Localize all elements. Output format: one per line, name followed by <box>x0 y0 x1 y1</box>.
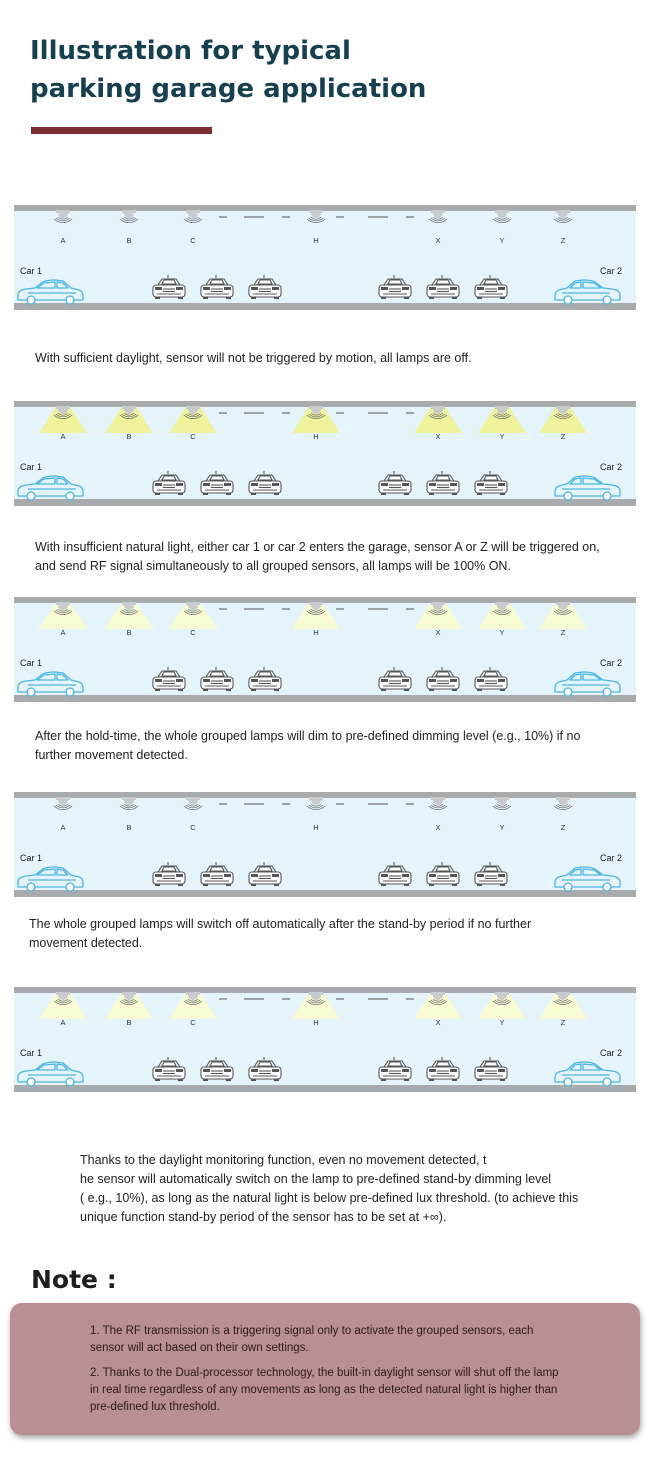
car-headlight <box>450 483 457 486</box>
car-windshield <box>484 476 498 480</box>
car-headlight <box>203 679 210 682</box>
car-wheel <box>251 1079 256 1081</box>
car-windshield <box>162 1062 176 1066</box>
car-headlight <box>155 1069 162 1072</box>
car-2-label: Car 2 <box>599 266 622 276</box>
car-windshield <box>162 476 176 480</box>
car-wheel <box>564 492 572 500</box>
car-wheel <box>500 297 505 299</box>
car-wheel <box>429 1079 434 1081</box>
car-headlight <box>429 679 436 682</box>
car-wheel <box>226 689 231 691</box>
car-windshield <box>436 867 450 871</box>
note-item-2: 2. Thanks to the Dual-processor technology, the built-in daylight sensor will shut off the lamp in real time regardless of any movements as long as the detected natural light is higher than pre-defined lux threshold. <box>90 1367 559 1413</box>
sensor-mount <box>56 406 70 409</box>
caption-line: With insufficient natural light, either car 1 or car 2 enters the garage, sensor A or Z will be triggered on, <box>35 540 600 554</box>
car-wheel <box>500 884 505 886</box>
car-wheel <box>381 884 386 886</box>
car-windshield <box>210 1062 224 1066</box>
car-headlight <box>224 483 231 486</box>
car-wheel <box>155 297 160 299</box>
note-title: Note : <box>31 1265 117 1294</box>
car-windshield <box>258 867 272 871</box>
car-windshield <box>388 867 402 871</box>
car-headlight <box>402 679 409 682</box>
car-wheel <box>381 1079 386 1081</box>
sensor-mount <box>122 797 136 800</box>
sensor-mount <box>431 992 445 995</box>
sensor-mount <box>431 210 445 213</box>
car-headlight <box>498 483 505 486</box>
car-headlight <box>251 287 258 290</box>
sensor-label: H <box>313 236 319 245</box>
car-headlight <box>402 874 409 877</box>
car-headlight <box>498 1069 505 1072</box>
sensor-mount <box>495 992 509 995</box>
car-wheel <box>564 883 572 891</box>
car-wheel <box>226 884 231 886</box>
car-headlight <box>272 287 279 290</box>
car-wheel <box>477 493 482 495</box>
car-wheel <box>155 493 160 495</box>
car-wheel <box>251 297 256 299</box>
sensor-mount <box>186 210 200 213</box>
car-wheel <box>603 296 611 304</box>
sensor-label: Y <box>499 432 505 441</box>
car-windshield <box>484 867 498 871</box>
garage-diagram <box>14 597 636 703</box>
title-line-2: parking garage application <box>30 74 427 104</box>
sensor-label: Y <box>499 1018 505 1027</box>
car-wheel <box>500 493 505 495</box>
ceiling-rail <box>14 987 636 993</box>
car-headlight <box>155 483 162 486</box>
sensor-label: B <box>126 628 132 637</box>
car-windshield <box>258 476 272 480</box>
sensor-label: Z <box>560 823 566 832</box>
car-wheel <box>251 689 256 691</box>
car-wheel <box>155 1079 160 1081</box>
sensor-mount <box>56 797 70 800</box>
caption-line: further movement detected. <box>35 748 188 762</box>
car-wheel <box>404 689 409 691</box>
car-headlight <box>381 874 388 877</box>
garage-scene-2 <box>14 401 636 507</box>
sensor-label: H <box>313 628 319 637</box>
car-wheel <box>429 689 434 691</box>
car-headlight <box>429 483 436 486</box>
sensor-label: X <box>435 236 441 245</box>
sensor-label: Y <box>499 628 505 637</box>
sensor-label: A <box>60 1018 66 1027</box>
sensor-mount <box>556 210 570 213</box>
car-headlight <box>272 679 279 682</box>
car-headlight <box>402 1069 409 1072</box>
car-wheel <box>155 689 160 691</box>
sensor-mount <box>186 602 200 605</box>
caption-line: and send RF signal simultaneously to all grouped sensors, all lamps will be 100% ON. <box>35 559 511 573</box>
car-headlight <box>251 483 258 486</box>
sensor-label: Z <box>560 236 566 245</box>
car-headlight <box>203 1069 210 1072</box>
car-headlight <box>477 679 484 682</box>
car-1-label: Car 1 <box>20 658 43 668</box>
sensor-label: H <box>313 432 319 441</box>
car-headlight <box>429 874 436 877</box>
car-wheel <box>226 493 231 495</box>
caption-line: he sensor will automatically switch on the lamp to pre-defined stand-by dimming level <box>80 1172 552 1186</box>
car-headlight <box>498 874 505 877</box>
car-headlight <box>176 483 183 486</box>
car-1-label: Car 1 <box>20 462 43 472</box>
sensor-mount <box>309 992 323 995</box>
sensor-label: C <box>190 1018 196 1027</box>
caption-line: unique function stand-by period of the sensor has to be set at +∞). <box>80 1210 447 1224</box>
sensor-mount <box>495 797 509 800</box>
garage-interior <box>14 209 636 306</box>
garage-scene-5 <box>14 987 636 1093</box>
car-windshield <box>436 476 450 480</box>
car-wheel <box>178 1079 183 1081</box>
garage-diagram <box>14 987 636 1093</box>
sensor-label: B <box>126 1018 132 1027</box>
caption-line: movement detected. <box>29 936 143 950</box>
car-headlight <box>429 287 436 290</box>
sensor-label: B <box>126 823 132 832</box>
car-headlight <box>477 483 484 486</box>
car-windshield <box>258 1062 272 1066</box>
sensor-mount <box>309 797 323 800</box>
car-wheel <box>27 1078 35 1086</box>
car-wheel <box>564 688 572 696</box>
car-headlight <box>224 874 231 877</box>
car-wheel <box>178 689 183 691</box>
car-windshield <box>484 672 498 676</box>
floor-rail <box>14 695 636 702</box>
title-line-1: Illustration for typical <box>30 36 351 66</box>
car-wheel <box>251 884 256 886</box>
sensor-label: X <box>435 432 441 441</box>
car-windshield <box>258 280 272 284</box>
scene-5-caption <box>80 1151 578 1227</box>
car-wheel <box>603 883 611 891</box>
sensor-mount <box>56 210 70 213</box>
car-wheel <box>66 492 74 500</box>
car-wheel <box>477 297 482 299</box>
sensor-mount <box>122 406 136 409</box>
ceiling-rail <box>14 597 636 603</box>
car-wheel <box>500 689 505 691</box>
car-headlight <box>203 483 210 486</box>
car-headlight <box>450 874 457 877</box>
garage-scene-1 <box>14 205 636 311</box>
car-windshield <box>210 280 224 284</box>
sensor-label: Z <box>560 1018 566 1027</box>
car-wheel <box>404 297 409 299</box>
sensor-mount <box>556 992 570 995</box>
floor-rail <box>14 303 636 310</box>
car-windshield <box>388 1062 402 1066</box>
sensor-mount <box>556 406 570 409</box>
sensor-label: C <box>190 432 196 441</box>
car-wheel <box>66 1078 74 1086</box>
car-headlight <box>155 679 162 682</box>
car-wheel <box>203 884 208 886</box>
sensor-label: H <box>313 823 319 832</box>
sensor-label: Y <box>499 236 505 245</box>
car-headlight <box>498 679 505 682</box>
car-windshield <box>484 1062 498 1066</box>
car-wheel <box>203 493 208 495</box>
car-wheel <box>274 1079 279 1081</box>
car-wheel <box>429 884 434 886</box>
car-wheel <box>274 493 279 495</box>
scene-3-caption <box>35 727 580 765</box>
caption-line: With sufficient daylight, sensor will not be triggered by motion, all lamps are off. <box>35 351 472 365</box>
car-wheel <box>66 296 74 304</box>
sensor-label: B <box>126 236 132 245</box>
scene-2-caption <box>35 538 600 576</box>
car-wheel <box>203 297 208 299</box>
garage-scene-3 <box>14 597 636 703</box>
car-wheel <box>27 492 35 500</box>
garage-diagram <box>14 401 636 507</box>
car-windshield <box>210 476 224 480</box>
garage-scene-4 <box>14 792 636 898</box>
car-windshield <box>388 476 402 480</box>
sensor-mount <box>186 797 200 800</box>
car-wheel <box>564 1078 572 1086</box>
car-2-label: Car 2 <box>599 658 622 668</box>
car-windshield <box>436 1062 450 1066</box>
car-wheel <box>429 297 434 299</box>
car-windshield <box>162 672 176 676</box>
car-wheel <box>178 493 183 495</box>
car-wheel <box>381 493 386 495</box>
floor-rail <box>14 890 636 897</box>
floor-rail <box>14 499 636 506</box>
title-accent-bar <box>31 127 212 134</box>
car-wheel <box>274 689 279 691</box>
car-2-label: Car 2 <box>599 1048 622 1058</box>
car-wheel <box>404 884 409 886</box>
garage-diagram <box>14 205 636 311</box>
sensor-mount <box>556 602 570 605</box>
sensor-mount <box>556 797 570 800</box>
garage-diagram <box>14 792 636 898</box>
car-headlight <box>251 874 258 877</box>
scene-1-caption <box>35 349 472 368</box>
car-wheel <box>203 689 208 691</box>
car-headlight <box>251 1069 258 1072</box>
sensor-label: A <box>60 823 66 832</box>
car-windshield <box>436 672 450 676</box>
car-windshield <box>162 867 176 871</box>
note-item-1: 1. The RF transmission is a triggering signal only to activate the grouped sensors, each sensor will act based on their own settings. <box>90 1325 534 1354</box>
car-wheel <box>27 883 35 891</box>
car-wheel <box>500 1079 505 1081</box>
car-headlight <box>477 1069 484 1072</box>
car-wheel <box>452 493 457 495</box>
car-headlight <box>176 287 183 290</box>
note-box <box>10 1303 640 1435</box>
car-headlight <box>450 287 457 290</box>
page-title <box>30 32 590 108</box>
car-headlight <box>203 874 210 877</box>
car-headlight <box>176 679 183 682</box>
caption-line: The whole grouped lamps will switch off automatically after the stand-by period if no further <box>29 917 532 931</box>
sensor-label: A <box>60 432 66 441</box>
floor-rail <box>14 1085 636 1092</box>
caption-line: After the hold-time, the whole grouped lamps will dim to pre-defined dimming level (e.g., 10%) if no <box>35 729 581 743</box>
car-windshield <box>388 280 402 284</box>
car-headlight <box>477 874 484 877</box>
car-headlight <box>381 483 388 486</box>
car-windshield <box>258 672 272 676</box>
car-headlight <box>402 287 409 290</box>
garage-interior <box>14 796 636 893</box>
car-windshield <box>210 867 224 871</box>
sensor-mount <box>122 602 136 605</box>
ceiling-rail <box>14 401 636 407</box>
sensor-mount <box>495 210 509 213</box>
sensor-mount <box>186 406 200 409</box>
sensor-label: A <box>60 236 66 245</box>
car-wheel <box>381 297 386 299</box>
car-wheel <box>203 1079 208 1081</box>
sensor-mount <box>495 602 509 605</box>
car-wheel <box>452 1079 457 1081</box>
ceiling-rail <box>14 792 636 798</box>
car-wheel <box>452 297 457 299</box>
car-headlight <box>176 1069 183 1072</box>
car-wheel <box>66 883 74 891</box>
car-2-label: Car 2 <box>599 853 622 863</box>
sensor-mount <box>431 602 445 605</box>
car-wheel <box>274 297 279 299</box>
ceiling-rail <box>14 205 636 211</box>
sensor-label: X <box>435 1018 441 1027</box>
car-headlight <box>477 287 484 290</box>
sensor-mount <box>495 406 509 409</box>
sensor-mount <box>309 210 323 213</box>
car-wheel <box>477 689 482 691</box>
car-wheel <box>274 884 279 886</box>
car-wheel <box>155 884 160 886</box>
sensor-label: X <box>435 823 441 832</box>
car-wheel <box>404 1079 409 1081</box>
sensor-label: B <box>126 432 132 441</box>
sensor-label: A <box>60 628 66 637</box>
sensor-mount <box>186 992 200 995</box>
sensor-label: C <box>190 823 196 832</box>
car-wheel <box>452 689 457 691</box>
car-windshield <box>484 280 498 284</box>
car-1-label: Car 1 <box>20 853 43 863</box>
car-wheel <box>381 689 386 691</box>
car-headlight <box>224 287 231 290</box>
car-1-label: Car 1 <box>20 266 43 276</box>
car-wheel <box>564 296 572 304</box>
sensor-label: Y <box>499 823 505 832</box>
car-wheel <box>477 1079 482 1081</box>
car-wheel <box>66 688 74 696</box>
car-headlight <box>176 874 183 877</box>
sensor-mount <box>122 210 136 213</box>
car-wheel <box>603 492 611 500</box>
car-windshield <box>436 280 450 284</box>
car-wheel <box>429 493 434 495</box>
car-headlight <box>272 483 279 486</box>
car-headlight <box>381 1069 388 1072</box>
car-headlight <box>429 1069 436 1072</box>
car-headlight <box>272 1069 279 1072</box>
car-wheel <box>226 297 231 299</box>
sensor-mount <box>122 992 136 995</box>
car-wheel <box>452 884 457 886</box>
car-wheel <box>477 884 482 886</box>
car-windshield <box>210 672 224 676</box>
car-wheel <box>603 688 611 696</box>
car-1-label: Car 1 <box>20 1048 43 1058</box>
scene-4-caption <box>29 915 531 953</box>
car-headlight <box>155 287 162 290</box>
car-windshield <box>162 280 176 284</box>
car-headlight <box>381 679 388 682</box>
car-headlight <box>251 679 258 682</box>
sensor-label: H <box>313 1018 319 1027</box>
car-headlight <box>224 1069 231 1072</box>
sensor-mount <box>56 992 70 995</box>
sensor-mount <box>56 602 70 605</box>
sensor-mount <box>431 406 445 409</box>
car-wheel <box>251 493 256 495</box>
car-wheel <box>178 297 183 299</box>
car-headlight <box>450 1069 457 1072</box>
sensor-mount <box>431 797 445 800</box>
sensor-mount <box>309 406 323 409</box>
car-headlight <box>498 287 505 290</box>
caption-line: Thanks to the daylight monitoring function, even no movement detected, t <box>80 1153 487 1167</box>
sensor-label: X <box>435 628 441 637</box>
car-headlight <box>272 874 279 877</box>
car-wheel <box>404 493 409 495</box>
sensor-label: Z <box>560 432 566 441</box>
car-wheel <box>603 1078 611 1086</box>
car-headlight <box>381 287 388 290</box>
car-headlight <box>155 874 162 877</box>
car-windshield <box>388 672 402 676</box>
car-wheel <box>27 296 35 304</box>
car-headlight <box>450 679 457 682</box>
car-2-label: Car 2 <box>599 462 622 472</box>
car-wheel <box>178 884 183 886</box>
car-wheel <box>27 688 35 696</box>
sensor-label: C <box>190 236 196 245</box>
sensor-label: Z <box>560 628 566 637</box>
car-wheel <box>226 1079 231 1081</box>
caption-line: ( e.g., 10%), as long as the natural light is below pre-defined lux threshold. (to achieve this <box>80 1191 579 1205</box>
car-headlight <box>402 483 409 486</box>
car-headlight <box>224 679 231 682</box>
car-headlight <box>203 287 210 290</box>
sensor-label: C <box>190 628 196 637</box>
sensor-mount <box>309 602 323 605</box>
